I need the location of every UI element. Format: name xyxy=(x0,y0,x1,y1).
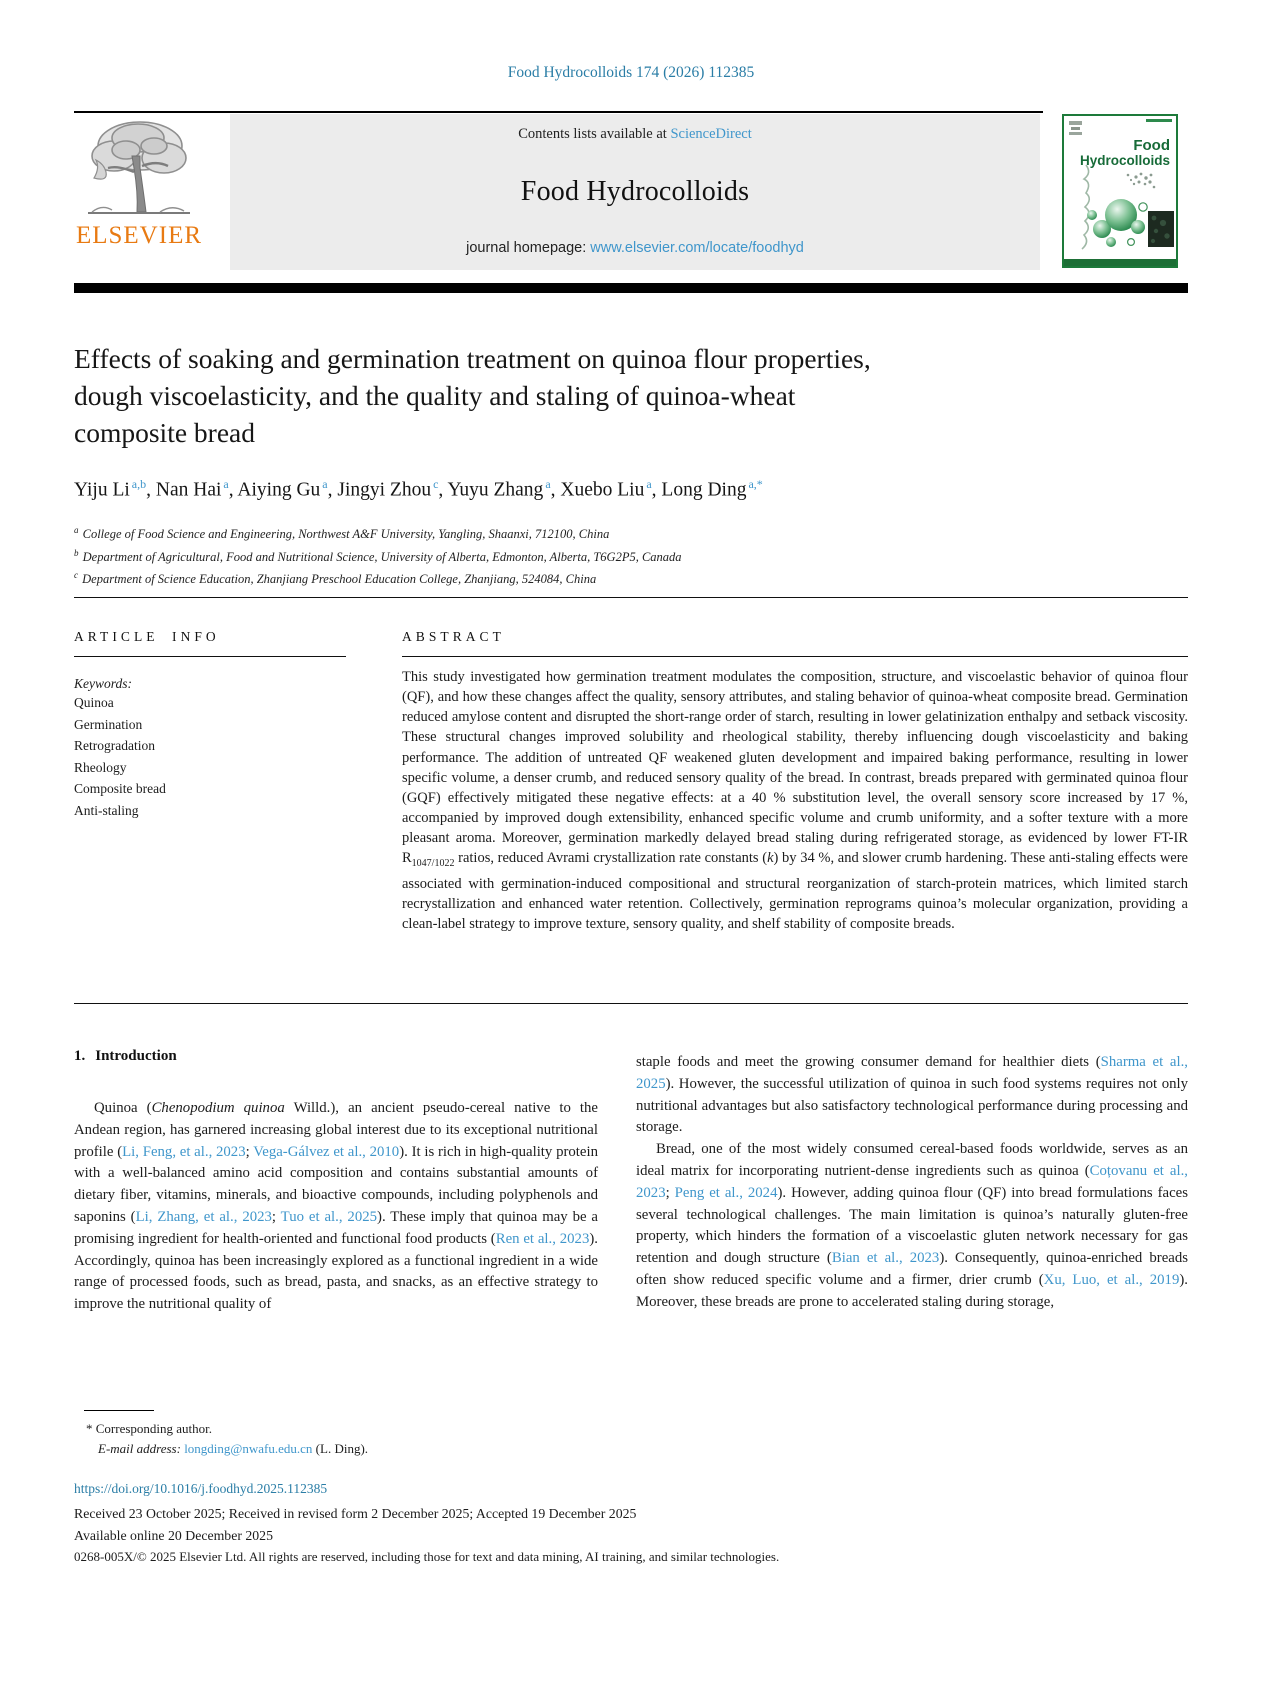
text-segment: Department of Science Education, Zhanjiang Preschool Education College, Zhanjiang, 524084, China xyxy=(79,572,597,587)
keyword-item: Composite bread xyxy=(74,781,166,797)
text-segment: Quinoa ( xyxy=(94,1100,152,1116)
text-segment: , Xuebo Liu xyxy=(550,479,645,501)
text-segment: Department of Agricultural, Food and Nutritional Science, University of Alberta, Edmonton, Alberta, T6G2P5, Canada xyxy=(79,549,682,564)
inline-link[interactable]: Ren et al., 2023 xyxy=(495,1230,590,1247)
keyword-item: Retrogradation xyxy=(74,738,155,754)
inline-link[interactable]: Li, Zhang, et al., 2023 xyxy=(135,1208,272,1225)
text-segment: ratios, reduced Avrami crystallization rate constants ( xyxy=(454,850,768,867)
text-segment: a xyxy=(74,525,79,535)
intro-right-column xyxy=(636,1052,1188,1314)
text-segment: , Jingyi Zhou xyxy=(327,479,432,501)
article-history xyxy=(74,1503,779,1568)
text-segment: a,b xyxy=(131,477,147,491)
abstract-rule xyxy=(402,656,1188,657)
text-segment: c xyxy=(433,477,439,491)
cover-issn-text xyxy=(1146,119,1172,122)
email-address-line xyxy=(74,1439,834,1459)
inline-link[interactable]: Peng et al., 2024 xyxy=(674,1184,778,1201)
keywords-label: Keywords: xyxy=(74,676,132,692)
text-segment: ). Consequently, quinoa-enriched breads often show reduced specific volume and a firmer, drier crumb ( xyxy=(636,1250,1188,1288)
section-title: Introduction xyxy=(95,1048,177,1064)
article-title xyxy=(74,340,1074,451)
header-top-rule xyxy=(74,111,1043,113)
text-segment: ) by 34 %, and slower crumb hardening. These anti-staling effects were associated with germination-induced compositional and structural reorganization of starch-protein matrices, which limited starch recrystallization and enhanced water retention. Collectively, germination reprograms quinoa’s molecular organization, providing a clean-label strategy to improve texture, sensory quality, and shelf stability of composite breads. xyxy=(402,850,1188,933)
author-list xyxy=(74,477,1124,502)
footnote-rule xyxy=(84,1410,154,1411)
cover-artwork xyxy=(1064,163,1176,260)
keyword-item: Anti-staling xyxy=(74,802,139,818)
abstract-heading: ABSTRACT xyxy=(402,629,505,644)
section-divider-rule xyxy=(74,597,1188,598)
journal-cover-thumbnail xyxy=(1062,114,1178,268)
text-segment: ). Accordingly, quinoa has been increasingly explored as a functional ingredient in a wide range of processed foods, such as bread, pasta, and snacks, as an effective strategy to improve the nutritional quality of xyxy=(74,1230,598,1313)
article-title-line: Effects of soaking and germination treatment on quinoa flour properties, xyxy=(74,343,871,374)
intro-left-column xyxy=(74,1098,598,1316)
affiliation-item xyxy=(74,566,1124,589)
keywords-list xyxy=(74,692,346,821)
text-segment: Bread, one of the most widely consumed cereal-based foods worldwide, serves as an ideal matrix for incorporating nutrient-dense ingredients such as quinoa ( xyxy=(636,1141,1188,1179)
text-segment: a xyxy=(322,477,328,491)
text-segment: , Aiying Gu xyxy=(228,479,321,501)
inline-link[interactable]: Vega-Gálvez et al., 2010 xyxy=(253,1143,400,1160)
inline-link[interactable]: Li, Feng, et al., 2023 xyxy=(122,1143,246,1160)
text-segment: This study investigated how germination treatment modulates the composition, structure, and viscoelastic behavior of quinoa flour (QF), and how these changes affect the quality, sensory attributes, and staling behavior of quinoa-wheat composite bread. Germination reduced amylose content and disrupted the short-range order of starch, resulting in lower gelatinization enthalpy and setback viscosity. These structural changes improved solubility and rheological stability, thereby influencing dough viscoelasticity and baking performance. The addition of untreated QF weakened gluten development and impaired baking performance, resulting in lower specific volume, a denser crumb, and reduced sensory quality of the bread. In contrast, breads prepared with germinated quinoa flour (GQF) effectively mitigated these negative effects: at a 40 % substitution level, the overall sensory score increased by 17 %, accompanied by improved dough extensibility, enhanced specific volume and crumb uniformity, and a softer texture with a more pleasant aroma. Moreover, germination markedly delayed bread staling during refrigerated storage, as evidenced by lower FT-IR R xyxy=(402,669,1188,867)
abstract-bottom-rule xyxy=(74,1003,1188,1004)
text-segment: 1047/1022 xyxy=(411,857,455,869)
abstract-text xyxy=(402,667,1188,934)
affiliations xyxy=(74,521,1124,589)
article-title-line: dough viscoelasticity, and the quality and staling of quinoa-wheat xyxy=(74,380,796,411)
keyword-item: Rheology xyxy=(74,759,127,775)
text-segment: ). These imply that quinoa may be a promising ingredient for health-oriented and functional food products ( xyxy=(74,1208,599,1247)
inline-link[interactable]: Coțovanu et al., 2023 xyxy=(636,1162,1188,1201)
text-segment: staple foods and meet the growing consumer demand for healthier diets ( xyxy=(636,1054,1101,1070)
text-segment: ). It is rich in high-quality protein with a well-balanced amino acid composition and contains substantial amounts of dietary fiber, vitamins, minerals, and bioactive compounds, including polyphenols and saponins ( xyxy=(74,1143,598,1225)
section-number: 1. xyxy=(74,1048,86,1064)
intro-paragraph xyxy=(636,1052,1188,1139)
text-segment: , Nan Hai xyxy=(146,479,222,501)
text-segment: , Long Ding xyxy=(651,479,747,501)
text-segment: a xyxy=(646,477,652,491)
elsevier-wordmark: ELSEVIER xyxy=(75,222,203,249)
text-segment: c xyxy=(74,570,78,581)
inline-link[interactable]: Bian et al., 2023 xyxy=(831,1250,940,1267)
footnote-block xyxy=(74,1410,834,1459)
text-segment: (L. Ding). xyxy=(312,1441,369,1456)
text-segment: ). Moreover, these breads are prone to accelerated staling during storage, xyxy=(636,1271,1188,1310)
text-segment: ; xyxy=(271,1208,281,1225)
text-segment: , Yuyu Zhang xyxy=(438,479,544,501)
cover-journal-title: Food Hydrocolloids xyxy=(1079,137,1170,168)
inline-link[interactable]: ScienceDirect xyxy=(670,126,752,142)
text-segment: Yiju Li xyxy=(74,479,130,501)
inline-link[interactable]: Xu, Luo, et al., 2019 xyxy=(1043,1271,1180,1288)
journal-homepage-line xyxy=(466,240,804,256)
text-segment: Chenopodium quinoa xyxy=(151,1100,285,1116)
article-info-rule xyxy=(74,656,346,657)
available-online-date: Available online 20 December 2025 xyxy=(74,1527,273,1543)
elsevier-tree-icon xyxy=(74,116,204,220)
article-title-line: composite bread xyxy=(74,417,255,448)
copyright-line: 0268-005X/© 2025 Elsevier Ltd. All rights are reserved, including those for text and data mining, AI training, and similar technologies. xyxy=(74,1549,780,1564)
elsevier-logo xyxy=(74,116,204,250)
text-segment: Contents lists available at xyxy=(518,126,671,142)
text-segment: ; xyxy=(245,1143,254,1160)
text-segment: a xyxy=(223,477,229,491)
text-segment: k xyxy=(767,850,774,867)
text-segment: College of Food Science and Engineering, Northwest A&F University, Yangling, Shaanxi, 712100, China xyxy=(79,527,610,542)
article-info-heading: ARTICLE INFO xyxy=(74,629,220,644)
inline-link[interactable]: Tuo et al., 2025 xyxy=(280,1208,378,1225)
journal-title: Food Hydrocolloids xyxy=(520,175,750,207)
text-segment: Willd.), an ancient pseudo-cereal native to the Andean region, has garnered increasing global interest due to its exceptional nutritional profile ( xyxy=(74,1100,598,1160)
header-divider-bar xyxy=(74,283,1188,293)
intro-paragraph xyxy=(636,1139,1188,1313)
affiliation-item xyxy=(74,521,1124,544)
journal-header-box xyxy=(230,114,1040,270)
cover-bottom-band xyxy=(1064,259,1176,266)
text-segment: journal homepage: xyxy=(466,240,591,256)
inline-link[interactable]: www.elsevier.com/locate/foodhyd xyxy=(590,240,804,256)
text-segment: a xyxy=(545,477,551,491)
text-segment: ). However, adding quinoa flour (QF) into bread formulations faces several technological challenges. The main limitation is quinoa’s naturally gluten-free property, which hinders the formation of a viscoelastic gluten network necessary for gas retention and dough structure ( xyxy=(636,1184,1188,1267)
article-info-section xyxy=(74,629,346,821)
doi-link[interactable]: https://doi.org/10.1016/j.foodhyd.2025.112385 xyxy=(74,1481,328,1496)
inline-link[interactable]: longding@nwafu.edu.cn xyxy=(184,1441,313,1456)
inline-link[interactable]: Sharma et al., 2025 xyxy=(636,1054,1188,1092)
text-segment: a,* xyxy=(748,477,763,491)
text-segment: ; xyxy=(665,1184,675,1201)
affiliation-item xyxy=(74,544,1124,567)
abstract-section xyxy=(402,629,1188,934)
journal-reference-header: Food Hydrocolloids 174 (2026) 112385 xyxy=(507,64,755,81)
received-dates: Received 23 October 2025; Received in revised form 2 December 2025; Accepted 19 December 2025 xyxy=(74,1506,637,1521)
keyword-item: Germination xyxy=(74,716,143,732)
contents-line xyxy=(518,126,752,143)
text-segment: b xyxy=(74,547,79,558)
keyword-item: Quinoa xyxy=(74,695,114,711)
intro-paragraph xyxy=(74,1098,598,1316)
cover-publisher-glyph xyxy=(1069,121,1082,135)
introduction-heading xyxy=(74,1048,177,1065)
text-segment: ). However, the successful utilization of quinoa in such food systems requires not only nutritional advantages but also satisfactory technological performance during processing and storage. xyxy=(636,1075,1188,1136)
text-segment: E-mail address: xyxy=(98,1441,185,1456)
corresponding-author-note: * Corresponding author. xyxy=(86,1421,213,1436)
